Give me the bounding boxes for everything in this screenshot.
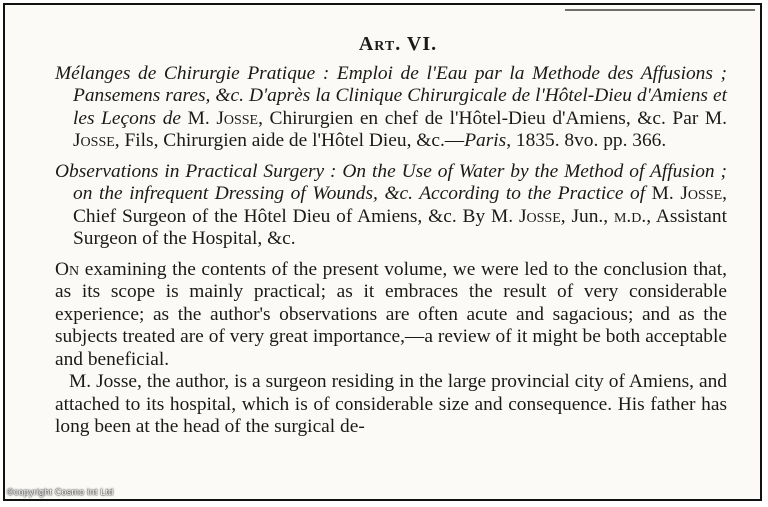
author-name: Josse [680, 183, 723, 204]
french-text-3: , Fils, Chirurgien aide de l'Hôtel Dieu, &c.— [114, 130, 465, 151]
english-text-2: , Chief Surgeon of the Hôtel Dieu of Amiens, &c. By M. [73, 183, 727, 227]
copyright-watermark: ©copyright Cosmo Int Ltd [7, 487, 114, 497]
english-text-1: M. [645, 183, 681, 204]
french-text-1: M. [181, 107, 217, 129]
body-paragraph-1 [55, 259, 727, 372]
french-text-2: , Chirurgien en chef de l'Hôtel-Dieu d'Amiens, &c. Par M. [258, 107, 727, 129]
english-text-3: , Jun., [560, 205, 614, 227]
article-heading [55, 33, 727, 56]
paragraph-text: M. Josse, the author, is a surgeon residing in the large provincial city of Amiens, and attached to its hospital, which is of considerable size and consequence. His father has long been at the head of the surgical de- [55, 371, 727, 437]
author-name: Josse [216, 107, 259, 129]
author-name: Josse [518, 205, 561, 227]
english-text-4: , Assistant Surgeon of the Hospital, &c. [73, 205, 727, 249]
french-text-4: , 1835. 8vo. pp. 366. [506, 130, 667, 151]
degree: m.d. [613, 205, 647, 227]
paragraph-text: examining the contents of the present volume, we were led to the conclusion that, as its scope is mainly practical; as it embraces the result of very considerable experience; as the author's observations are often acute and sagacious; and as the subjects treated are of very great importance,—a review of it might be both acceptable and beneficial. [55, 258, 727, 370]
author-name: Josse [73, 130, 115, 151]
top-rule [565, 4, 755, 11]
heading-number: VI. [406, 33, 438, 55]
page-frame [3, 3, 762, 501]
citation-french [55, 63, 727, 153]
body-paragraph-2 [55, 371, 727, 439]
english-title: Observations in Practical Surgery : On the Use of Water by the Method of Affusion ; on the infrequent Dressing of Wounds, &c. According to the Practice of [55, 160, 727, 204]
publication-place: Paris [464, 130, 507, 151]
document-page [55, 33, 727, 439]
paragraph-lead-word: On [55, 258, 80, 280]
heading-prefix: Art. [358, 33, 402, 55]
french-title: Mélanges de Chirurgie Pratique : Emploi de l'Eau par la Methode des Affusions ; Pansemens rares, &c. D'après la Clinique Chirurgicale de l'Hôtel-Dieu d'Amiens et les Leçons de [55, 62, 727, 129]
citation-english [55, 161, 727, 251]
